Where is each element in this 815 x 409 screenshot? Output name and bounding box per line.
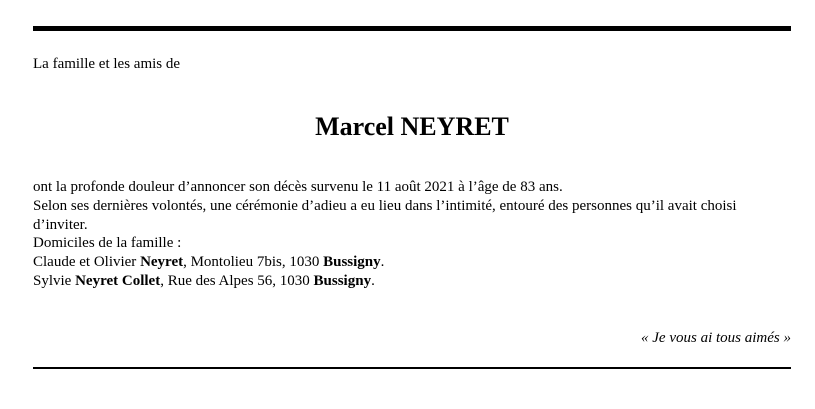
notice-body	[33, 178, 791, 291]
family-address-1	[33, 253, 791, 272]
family-address: , Montolieu 7bis, 1030	[183, 254, 324, 271]
ceremony-text: Selon ses dernières volontés, une cérémonie d’adieu a eu lieu dans l’intimité, entouré des personnes qu’il avait choisi d’inviter.	[33, 197, 737, 233]
top-rule	[33, 26, 791, 31]
family-first-names: Sylvie	[33, 272, 76, 289]
deceased-name: Marcel NEYRET	[315, 112, 509, 141]
family-heading: Domiciles de la famille :	[33, 235, 182, 252]
family-surname: Neyret Collet	[75, 272, 161, 289]
family-line-end: .	[380, 254, 385, 271]
family-surname: Neyret	[140, 254, 184, 271]
announcement-text: ont la profonde douleur d’annoncer son décès survenu le 11 août 2021 à l’âge de 83 ans.	[33, 179, 563, 195]
family-first-names: Claude et Olivier	[33, 254, 141, 271]
intro-text: La famille et les amis de	[33, 56, 181, 72]
family-address: , Rue des Alpes 56, 1030	[160, 272, 314, 289]
family-town: Bussigny	[313, 272, 372, 289]
family-town: Bussigny	[323, 254, 381, 271]
obituary-notice	[33, 0, 791, 409]
family-address-2	[33, 272, 791, 291]
closing-quote: « Je vous ai tous aimés »	[641, 330, 791, 346]
family-line-end: .	[371, 272, 375, 289]
bottom-rule	[33, 367, 791, 369]
